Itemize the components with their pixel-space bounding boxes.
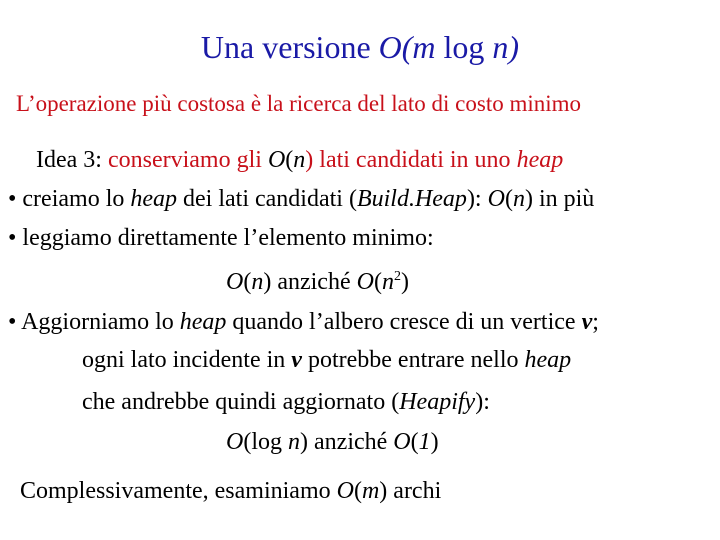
bullet-marker: • (8, 309, 17, 335)
complexity-heapify: O(log n) anziché O(1) (226, 429, 439, 455)
conclusion: Complessivamente, esaminiamo O(m) archi (20, 478, 442, 504)
bullet-update-heap-line3: che andrebbe quindi aggiornato (Heapify): (82, 389, 490, 415)
bullet-read-minimum: • leggiamo direttamente l’elemento minimo: (8, 225, 434, 251)
bullet-marker: • (8, 186, 17, 212)
slide-title: Una versione O(m log n) (200, 29, 520, 65)
complexity-read-minimum: O(n) anziché $O(n^2)$ (226, 269, 409, 295)
bullet-build-heap: • creiamo lo heap dei lati candidati (Build.Heap): O(n) in più (8, 186, 595, 212)
bullet-update-heap-line2: ogni lato incidente in v potrebbe entrare nello heap (82, 347, 572, 373)
bullet-update-heap: • Aggiorniamo lo heap quando l’albero cresce di un vertice v; (8, 309, 599, 335)
bullet-marker: • (8, 225, 17, 251)
slide-subtitle: L’operazione più costosa è la ricerca del lato di costo minimo (16, 91, 582, 116)
idea-heading: Idea 3: conserviamo gli O(n) lati candidati in uno heap (36, 147, 564, 173)
